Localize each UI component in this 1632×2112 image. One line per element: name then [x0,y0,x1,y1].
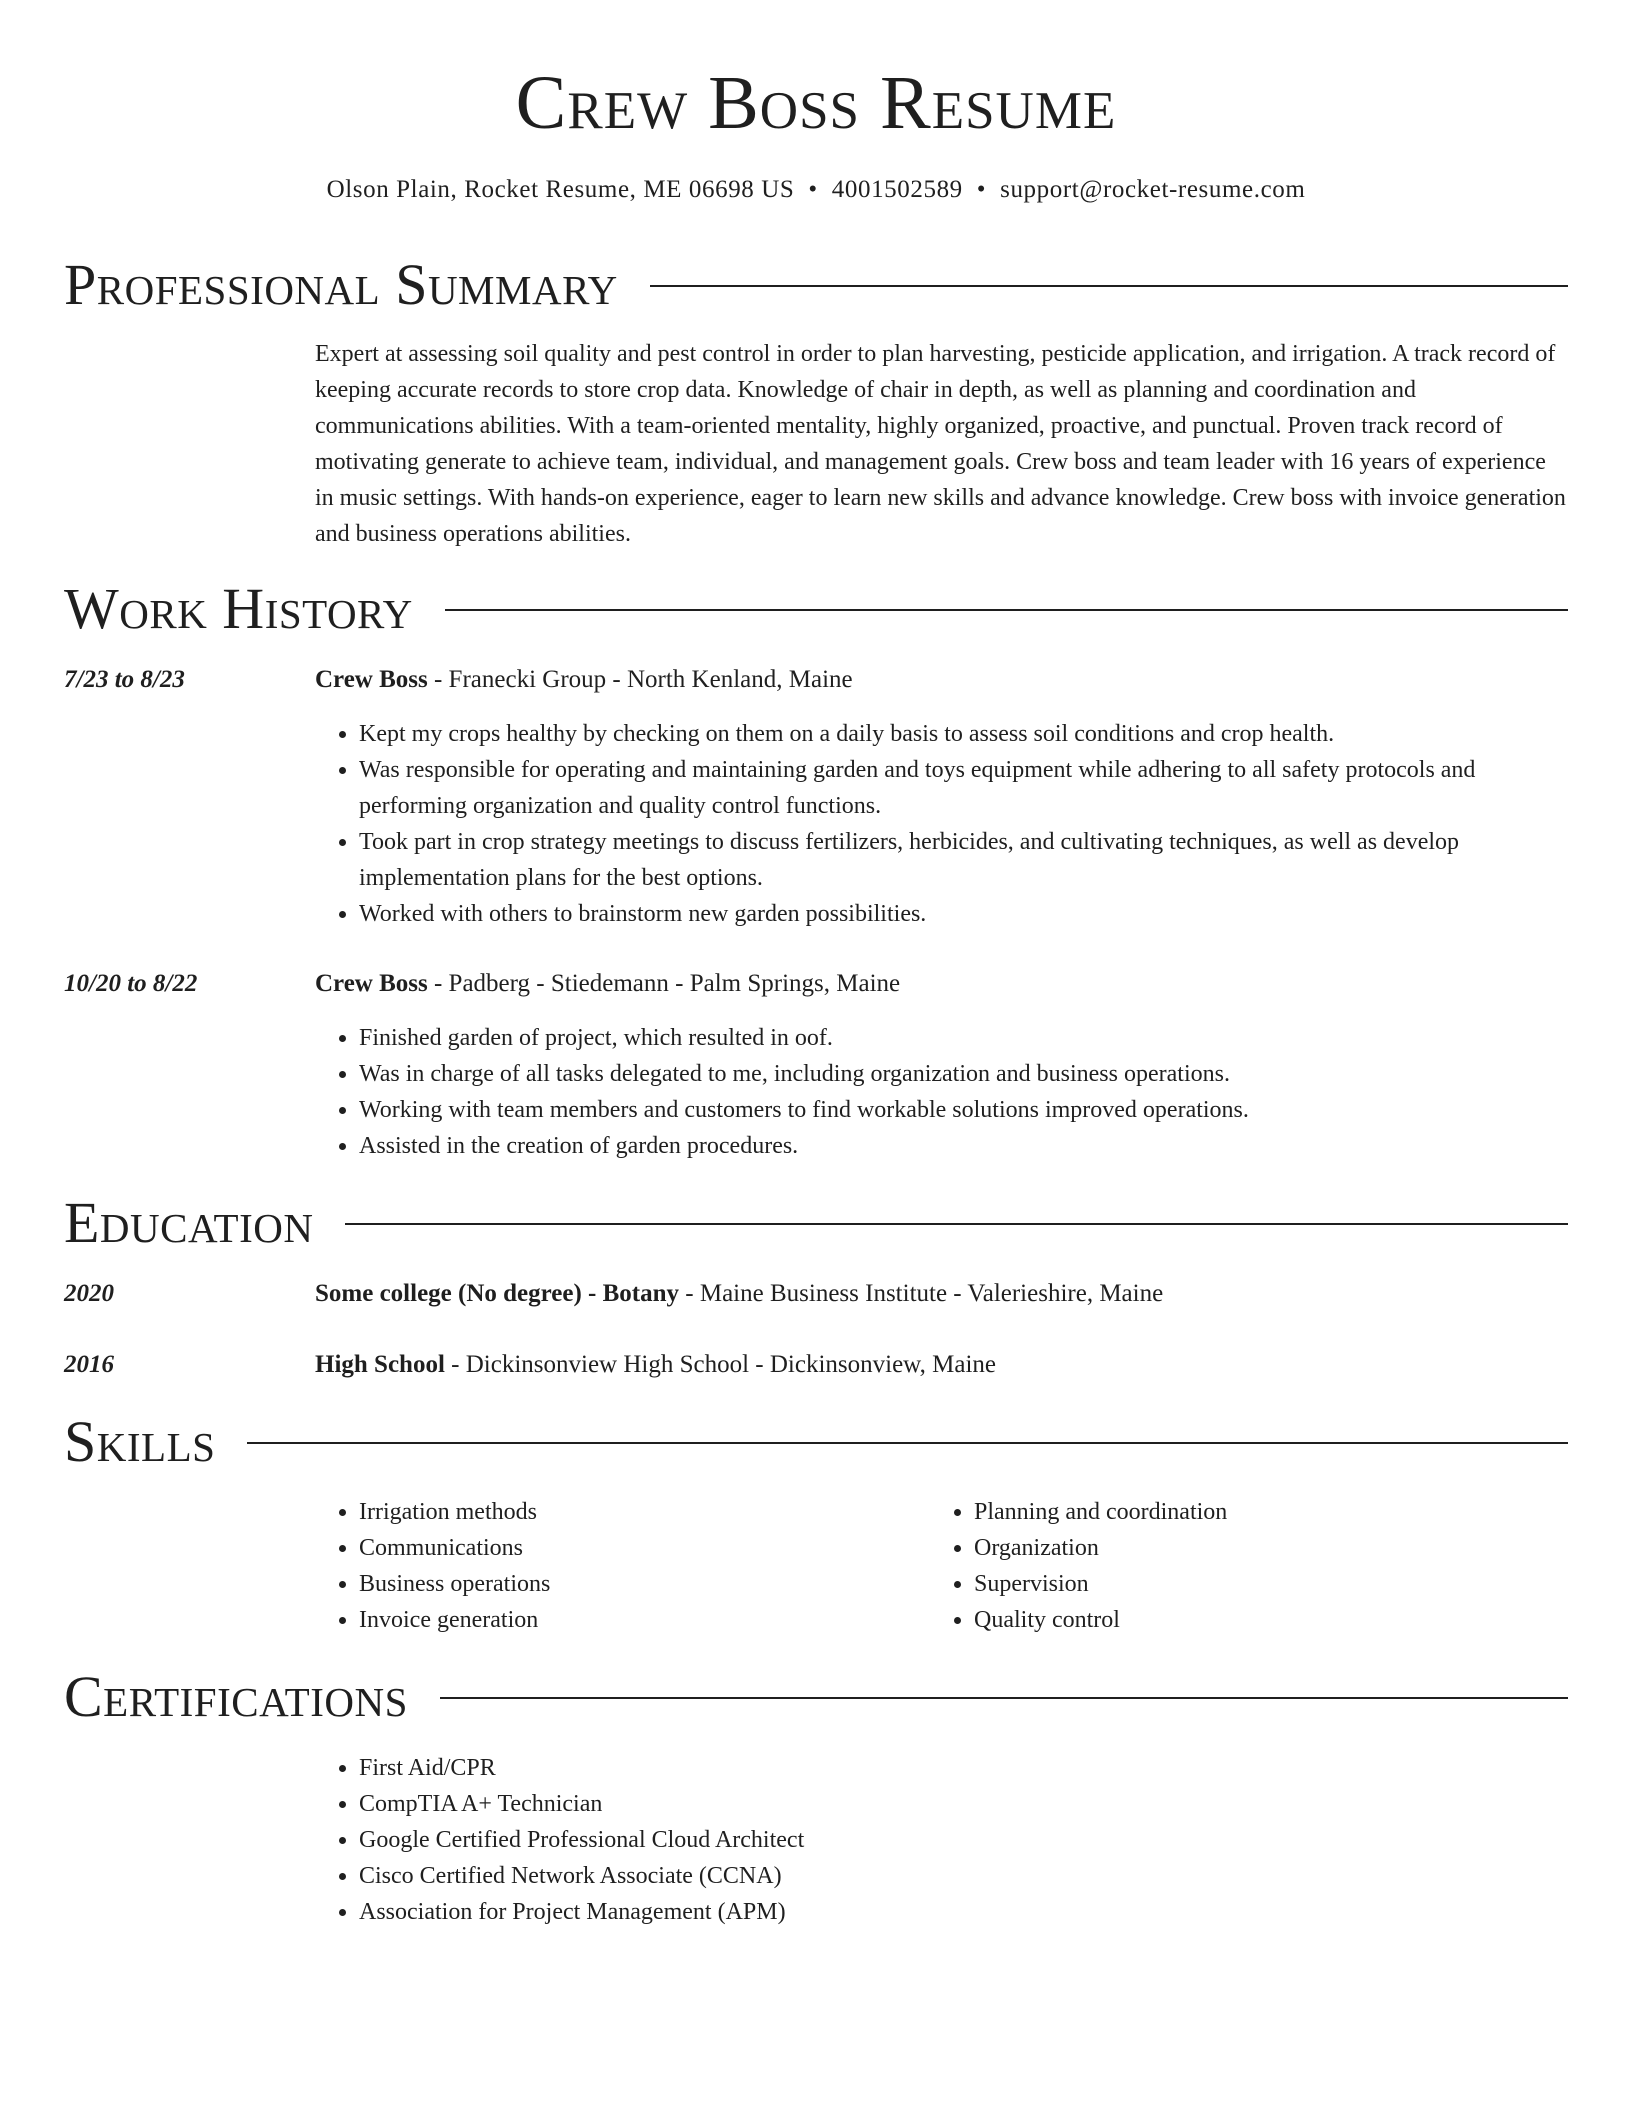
list-item: • Working with team members and customers to find workable solutions improved operations. [359,1092,1568,1128]
list-item: • Association for Project Management (APM) [359,1894,1568,1930]
job-bullets [315,716,1568,932]
list-item: • Quality control [974,1602,1530,1638]
summary-text: Expert at assessing soil quality and pest control in order to plan harvesting, pesticide application, and irrigation. A track record of keeping accurate records to store crop data. Knowledge of chair in depth, as well as planning and coordination and communications abilities. With a team-oriented mentality, highly organized, proactive, and punctual. Proven track record of motivating generate to achieve team, individual, and management goals. Crew boss and team leader with 16 years of experience in music settings. With hands-on experience, eager to learn new skills and advance knowledge. Crew boss with invoice generation and business operations abilities. [315,341,1566,547]
contact-line [64,172,1568,208]
job-title: Crew Boss [315,666,428,693]
job-bullets [315,1020,1568,1164]
summary-heading: Professional Summary [64,252,618,317]
list-item: • Google Certified Professional Cloud Architect [359,1822,1568,1858]
certifications-heading: Certifications [64,1664,408,1729]
list-item: • Irrigation methods [359,1494,915,1530]
list-item: • Was responsible for operating and maintaining garden and toys equipment while adhering to all safety protocols and performing organization and quality control functions. [359,752,1568,824]
list-item: • First Aid/CPR [359,1750,1568,1786]
education-degree: Some college (No degree) - Botany [315,1280,680,1307]
job-dates: 10/20 to 8/22 [64,970,198,997]
list-item: • Organization [974,1530,1530,1566]
job-header [315,662,1568,698]
list-item: • Business operations [359,1566,915,1602]
section-divider [445,609,1568,611]
skills-heading: Skills [64,1409,216,1474]
education-details: - Dickinsonview High School - Dickinsonview, Maine [444,1351,996,1378]
resume-title: Crew Boss Resume [515,61,1117,145]
list-item: • Kept my crops healthy by checking on them on a daily basis to assess soil conditions and crop health. [359,716,1568,752]
work-section-header [64,574,1568,644]
skills-list [315,1494,915,1638]
education-section-header [64,1188,1568,1258]
list-item: • Cisco Certified Network Associate (CCNA) [359,1858,1568,1894]
contact-address: Olson Plain, Rocket Resume, ME 06698 US [326,176,795,203]
contact-phone: 4001502589 [831,176,963,203]
certifications-section-header [64,1662,1568,1732]
list-item: • Took part in crop strategy meetings to discuss fertilizers, herbicides, and cultivating techniques, as well as develop implementation plans for the best options. [359,824,1568,896]
section-divider [440,1697,1568,1699]
section-divider [345,1223,1568,1225]
contact-separator: • [808,176,818,203]
education-year: 2016 [64,1351,114,1378]
job-title: Crew Boss [315,970,428,997]
education-details: - Maine Business Institute - Valerieshire, Maine [679,1280,1164,1307]
summary-section-header [64,250,1568,320]
list-item: • Finished garden of project, which resulted in oof. [359,1020,1568,1056]
section-divider [247,1442,1568,1444]
list-item: • Supervision [974,1566,1530,1602]
list-item: • Worked with others to brainstorm new garden possibilities. [359,896,1568,932]
list-item: • Planning and coordination [974,1494,1530,1530]
job-details: - Franecki Group - North Kenland, Maine [427,666,853,693]
list-item: • Invoice generation [359,1602,915,1638]
list-item: • Was in charge of all tasks delegated to me, including organization and business operations. [359,1056,1568,1092]
skills-column-left [315,1494,915,1638]
job-details: - Padberg - Stiedemann - Palm Springs, Maine [427,970,901,997]
job-header [315,966,1568,1002]
certifications-list [315,1750,1568,1930]
list-item: • Assisted in the creation of garden procedures. [359,1128,1568,1164]
job-dates: 7/23 to 8/23 [64,666,185,693]
skills-column-right [930,1494,1530,1638]
list-item: • CompTIA A+ Technician [359,1786,1568,1822]
contact-email: support@rocket-resume.com [1000,176,1306,203]
education-heading: Education [64,1190,314,1255]
skills-section-header [64,1407,1568,1477]
list-item: • Communications [359,1530,915,1566]
education-header [315,1276,1568,1312]
education-degree: High School [315,1351,445,1378]
skills-list [930,1494,1530,1638]
work-heading: Work History [64,576,413,641]
education-header [315,1347,1568,1383]
contact-separator: • [976,176,987,203]
section-divider [650,285,1568,287]
education-year: 2020 [64,1280,114,1307]
